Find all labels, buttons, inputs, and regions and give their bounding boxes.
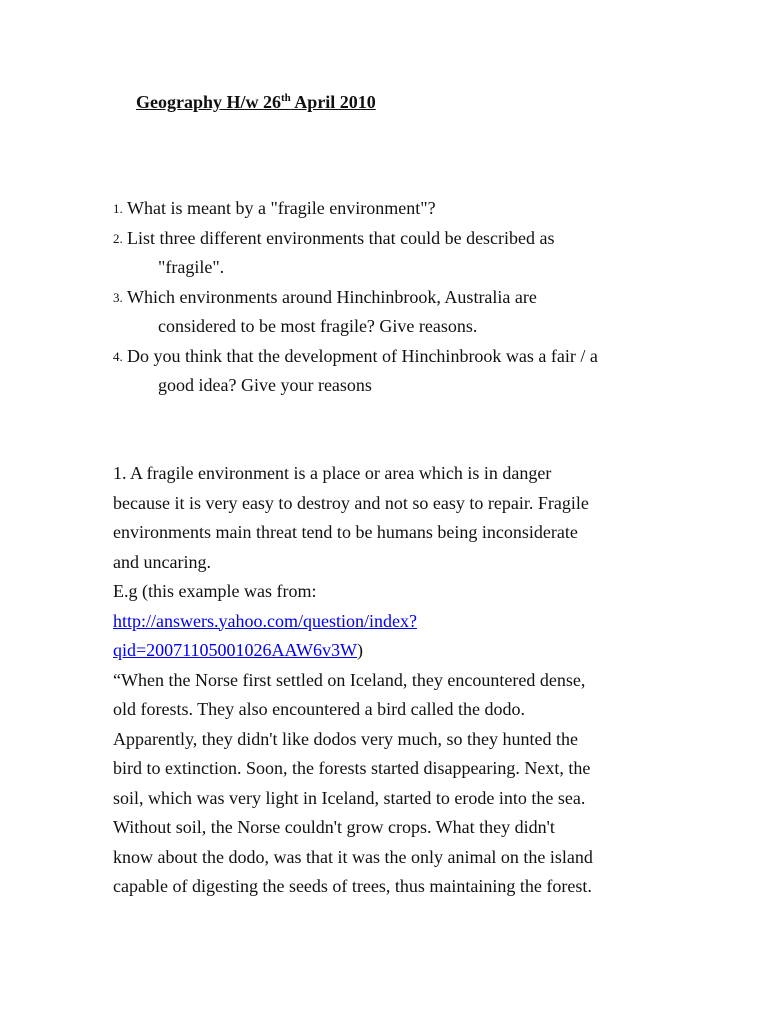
- answer-line: 1. A fragile environment is a place or area which is in danger: [113, 463, 552, 483]
- question-text-continued: "fragile".: [158, 257, 225, 277]
- quote-line: soil, which was very light in Iceland, started to erode into the sea.: [113, 787, 586, 808]
- answer-line: and uncaring.: [113, 551, 211, 572]
- question-number: 2.: [113, 230, 123, 246]
- answer-line: E.g (this example was from:: [113, 581, 317, 601]
- quote-line: Without soil, the Norse couldn't grow crops. What they didn't: [113, 817, 555, 837]
- quote-line: old forests. They also encountered a bird called the dodo.: [113, 699, 526, 719]
- question-item: [113, 283, 713, 342]
- question-text-continued: considered to be most fragile? Give reasons.: [158, 316, 478, 336]
- question-text-continued: good idea? Give your reasons: [158, 375, 372, 395]
- link-closing-paren: ): [357, 640, 364, 660]
- question-number: 3.: [113, 289, 123, 305]
- quote-line: bird to extinction. Soon, the forests started disappearing. Next, the: [113, 758, 591, 778]
- document-title: [136, 92, 376, 113]
- question-text: Which environments around Hinchinbrook, Australia are: [127, 286, 537, 307]
- quote-line: Apparently, they didn't like dodos very much, so they hunted the: [113, 728, 578, 749]
- question-text: Do you think that the development of Hinchinbrook was a fair / a: [127, 345, 598, 366]
- source-link-continued[interactable]: qid=20071105001026AAW6v3W: [113, 640, 358, 660]
- question-text: What is meant by a "fragile environment"?: [127, 198, 436, 218]
- quote-line: know about the dodo, was that it was the only animal on the island: [113, 846, 593, 867]
- question-item: [113, 224, 713, 283]
- source-link-line: [113, 636, 673, 666]
- question-item: [113, 194, 713, 224]
- title-rest: April 2010: [290, 92, 376, 112]
- question-item: [113, 342, 713, 401]
- question-number: 4.: [113, 348, 123, 364]
- answer-section: [113, 459, 673, 902]
- title-main: Geography H/w 26: [136, 92, 282, 112]
- quote-line: capable of digesting the seeds of trees, thus maintaining the forest.: [113, 876, 592, 896]
- question-number: 1.: [113, 201, 123, 216]
- source-link[interactable]: http://answers.yahoo.com/question/index?: [113, 610, 417, 631]
- question-text: List three different environments that could be described as: [127, 227, 555, 248]
- source-link-line: [113, 607, 673, 637]
- title-superscript: th: [281, 92, 291, 104]
- answer-line: because it is very easy to destroy and not so easy to repair. Fragile: [113, 492, 589, 513]
- answer-line: environments main threat tend to be humans being inconsiderate: [113, 522, 578, 542]
- quote-line: “When the Norse first settled on Iceland, they encountered dense,: [113, 669, 586, 690]
- question-list: [113, 194, 713, 401]
